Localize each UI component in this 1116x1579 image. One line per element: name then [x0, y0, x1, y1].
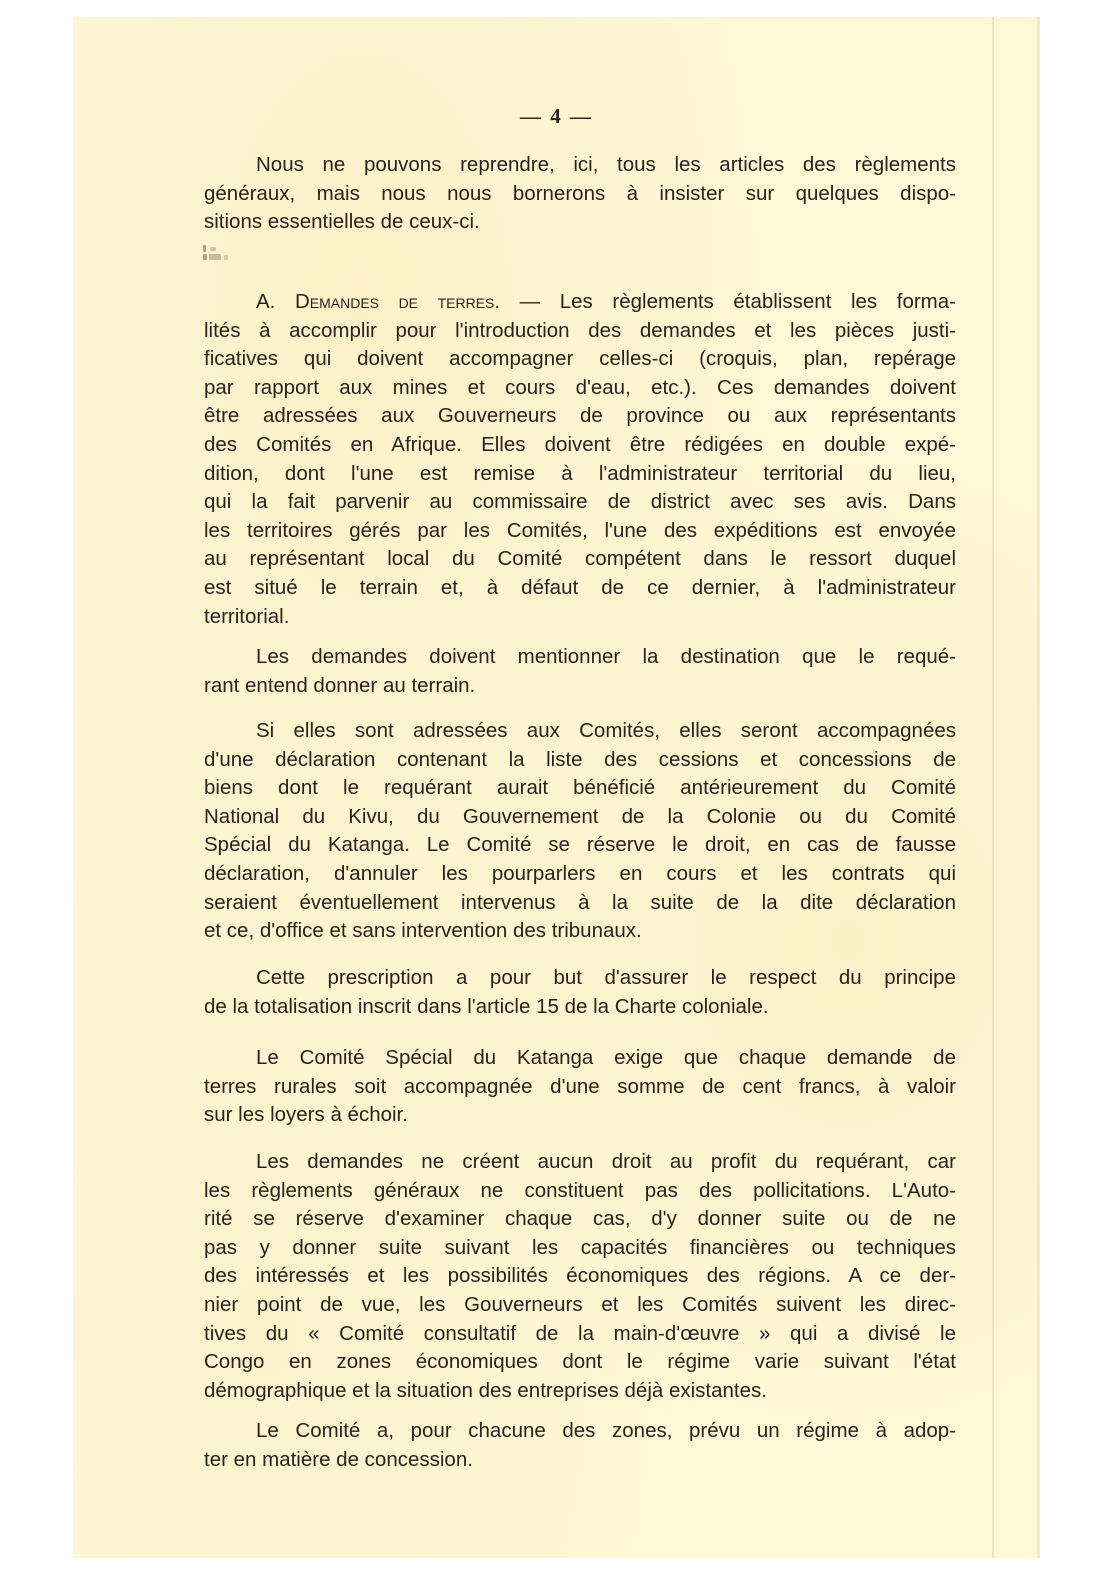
text-line: rité se réserve d'examiner chaque cas, d'y donner suite ou de ne: [204, 1207, 956, 1231]
text-line: Si elles sont adressées aux Comités, elles seront accompagnées: [256, 719, 956, 742]
text-line: terres rurales soit accompagnée d'une somme de cent francs, à valoir: [204, 1074, 956, 1098]
text-line: National du Kivu, du Gouvernement de la Colonie ou du Comité: [204, 804, 956, 828]
section-heading: A. Demandes de terres.: [256, 290, 501, 313]
text-line: et ce, d'office et sans intervention des tribunaux.: [204, 919, 642, 943]
paragraph-demandes-de-terres: [204, 288, 956, 631]
ink-smudge: [201, 243, 237, 263]
paragraph-destination: [204, 643, 956, 700]
paragraph-declaration: [204, 717, 956, 946]
text-line: territorial.: [204, 604, 290, 628]
text-line: Nous ne pouvons reprendre, ici, tous les articles des règlements: [256, 153, 956, 176]
text-line: dition, dont l'une est remise à l'administrateur territorial du lieu,: [204, 461, 956, 485]
text-line: d'une déclaration contenant la liste des cessions et concessions de: [204, 747, 956, 771]
paragraph-aucun-droit: [204, 1148, 956, 1405]
text-line: biens dont le requérant aurait bénéficié antérieurement du Comité: [204, 776, 956, 800]
text-line: au représentant local du Comité compétent dans le ressort duquel: [204, 547, 956, 571]
text-line: est situé le terrain et, à défaut de ce dernier, à l'administrateur: [204, 575, 956, 599]
paragraph-prescription: [204, 964, 956, 1021]
paragraph-katanga: [204, 1044, 956, 1130]
text-line: des Comités en Afrique. Elles doivent être rédigées en double expé-: [204, 432, 956, 456]
page-edge: [1037, 17, 1040, 1558]
text-line: sitions essentielles de ceux-ci.: [204, 210, 480, 234]
text-line: Les demandes ne créent aucun droit au profit du requérant, car: [256, 1150, 956, 1173]
text-line: seraient éventuellement intervenus à la suite de la dite déclaration: [204, 890, 956, 914]
text-line: être adressées aux Gouverneurs de province ou aux représentants: [204, 404, 956, 428]
text-line: pas y donner suite suivant les capacités financières ou techniques: [204, 1235, 956, 1259]
document-page: [73, 17, 1040, 1558]
page-fold-line: [992, 17, 994, 1558]
text-line: de la totalisation inscrit dans l'article 15 de la Charte coloniale.: [204, 994, 769, 1018]
text-line: Cette prescription a pour but d'assurer le respect du principe: [256, 966, 956, 989]
text-line: qui la fait parvenir au commissaire de district avec ses avis. Dans: [204, 490, 956, 514]
text-line: lités à accomplir pour l'introduction des demandes et les pièces justi-: [204, 318, 956, 342]
text-line: déclaration, d'annuler les pourparlers en cours et les contrats qui: [204, 861, 956, 885]
text-line: ficatives qui doivent accompagner celles-ci (croquis, plan, repérage: [204, 347, 956, 371]
text-line: par rapport aux mines et cours d'eau, etc.). Ces demandes doivent: [204, 375, 956, 399]
text-line: Le Comité a, pour chacune des zones, prévu un régime à adop-: [256, 1419, 956, 1442]
text-line: les territoires gérés par les Comités, l'une des expéditions est envoyée: [204, 518, 956, 542]
text-line: Le Comité Spécial du Katanga exige que chaque demande de: [256, 1046, 956, 1069]
paragraph-zones: [204, 1417, 956, 1474]
text-line: A. Demandes de terres. — Les règlements établissent les forma-: [256, 290, 956, 313]
text-line: des intéressés et les possibilités économiques des régions. A ce der-: [204, 1264, 956, 1288]
text-line: Spécial du Katanga. Le Comité se réserve le droit, en cas de fausse: [204, 833, 956, 857]
text-line: généraux, mais nous nous bornerons à insister sur quelques dispo-: [204, 181, 956, 205]
text-line: rant entend donner au terrain.: [204, 673, 476, 697]
text-line: ter en matière de concession.: [204, 1447, 473, 1471]
text-line: les règlements généraux ne constituent pas des pollicitations. L'Auto-: [204, 1178, 956, 1202]
text-line: tives du « Comité consultatif de la main-d'œuvre » qui a divisé le: [204, 1321, 956, 1345]
text-line: Les demandes doivent mentionner la destination que le requé-: [256, 645, 956, 668]
page-number: — 4 —: [520, 104, 593, 128]
text-line: sur les loyers à échoir.: [204, 1103, 408, 1127]
text-line: nier point de vue, les Gouverneurs et les Comités suivent les direc-: [204, 1292, 956, 1316]
text-line: Congo en zones économiques dont le régime varie suivant l'état: [204, 1350, 956, 1374]
paragraph-intro: [204, 151, 956, 237]
text-line: démographique et la situation des entreprises déjà existantes.: [204, 1378, 767, 1402]
